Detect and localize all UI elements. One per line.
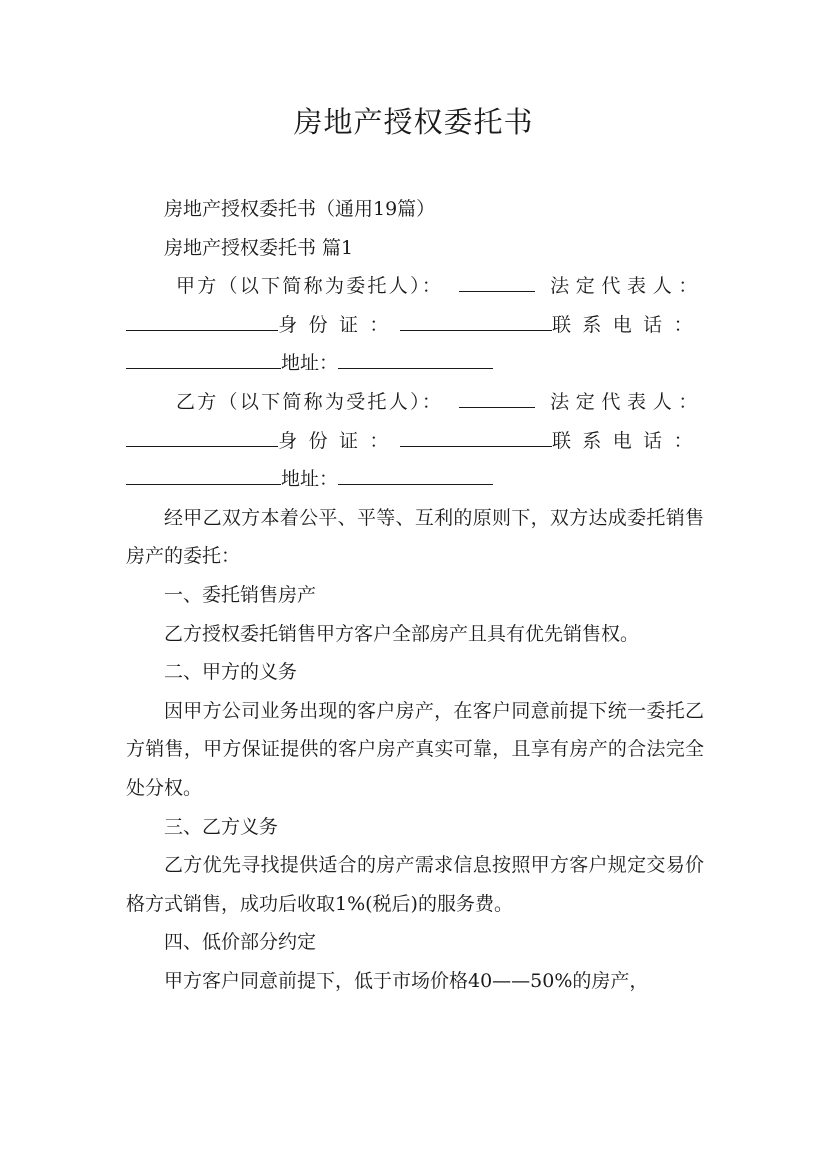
party-b-phone-blank [126,462,281,485]
party-a-line-2 [126,306,704,345]
section-4-text: 甲方客户同意前提下，低于市场价格40——50%的房产， [164,969,649,992]
section-4-heading: 四、低价部分约定 [164,931,317,954]
party-a-id-blank [400,308,552,331]
section-2-text: 因甲方公司业务出现的客户房产，在客户同意前提下统一委托乙方销售，甲方保证提供的客户房产真实可靠，且享有房产的合法完全处分权。 [126,699,704,799]
party-a-line-1 [126,267,704,306]
party-a-legal-rep-label: 法定代表人： [550,275,704,298]
document-body [126,190,704,1000]
section-3-heading: 三、乙方义务 [164,815,279,838]
party-b-line-3 [126,460,704,499]
party-b-phone-label: 联系电话： [551,429,704,452]
party-a-phone-label: 联系电话： [551,313,704,336]
section-3-text: 乙方优先寻找提供适合的房产需求信息按照甲方客户规定交易价格方式销售，成功后收取1%(税后)的服务费。 [126,854,704,915]
party-b-line-1 [126,383,704,422]
party-a-lead: 甲方（以下简称为委托人）： [176,275,444,298]
section-1-heading: 一、委托销售房产 [164,583,317,606]
party-b-line-2 [126,422,704,461]
party-b-lead: 乙方（以下简称为受托人）： [176,390,444,413]
intro-paragraph: 经甲乙双方本着公平、平等、互利的原则下，双方达成委托销售房产的委托： [126,506,704,568]
section-heading: 房地产授权委托书 篇1 [164,236,354,259]
party-a-id-label: 身份证： [278,313,400,336]
party-b-legal-rep-label: 法定代表人： [550,390,704,413]
party-b-address-label: 地址： [281,468,339,491]
party-b-legal-rep-blank [126,424,278,447]
section-1-text: 乙方授权委托销售甲方客户全部房产且具有优先销售权。 [164,622,640,645]
party-a-address-blank [338,346,493,369]
section-2-heading: 二、甲方的义务 [164,661,298,684]
party-b-id-label: 身份证： [278,429,400,452]
party-b-name-blank [459,385,535,408]
party-b-id-blank [400,424,552,447]
party-a-line-3 [126,344,704,383]
party-a-phone-blank [126,346,281,369]
party-a-name-blank [459,269,535,292]
subtitle: 房地产授权委托书（通用19篇） [164,198,436,220]
party-a-legal-rep-blank [126,308,278,331]
party-b-address-blank [338,462,493,485]
party-a-address-label: 地址： [281,352,339,375]
document-title: 房地产授权委托书 [293,105,534,139]
